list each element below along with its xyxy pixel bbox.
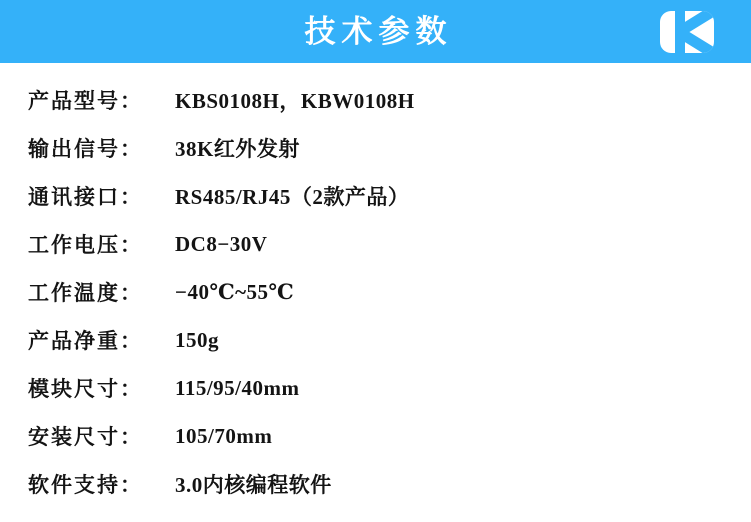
spec-row bbox=[28, 268, 731, 316]
spec-row bbox=[28, 412, 731, 460]
spec-value: 3.0内核编程软件 bbox=[175, 473, 332, 497]
k-logo-icon bbox=[660, 11, 714, 53]
spec-value: KBS0108H，KBW0108H bbox=[175, 89, 415, 113]
page-title: 技术参数 bbox=[304, 14, 453, 49]
spec-label: 模块尺寸： bbox=[28, 377, 143, 401]
spec-value: −40℃~55℃ bbox=[175, 280, 295, 304]
spec-label: 产品型号： bbox=[28, 89, 143, 113]
spec-value: DC8−30V bbox=[175, 231, 268, 256]
spec-value: 105/70mm bbox=[175, 423, 273, 448]
spec-value: 38K红外发射 bbox=[175, 137, 300, 161]
spec-label: 安装尺寸： bbox=[28, 425, 143, 449]
spec-label: 通讯接口： bbox=[28, 185, 143, 209]
spec-row bbox=[28, 172, 731, 220]
spec-row bbox=[28, 364, 731, 412]
header-bar bbox=[0, 0, 751, 63]
spec-label: 产品净重： bbox=[28, 329, 143, 353]
spec-label: 工作温度： bbox=[28, 281, 143, 305]
spec-value: RS485/RJ45（2款产品） bbox=[175, 185, 410, 209]
spec-row bbox=[28, 460, 731, 508]
spec-row bbox=[28, 76, 731, 124]
spec-row bbox=[28, 316, 731, 364]
spec-list bbox=[28, 76, 731, 508]
spec-label: 软件支持： bbox=[28, 473, 143, 497]
spec-label: 工作电压： bbox=[28, 233, 143, 257]
spec-row bbox=[28, 124, 731, 172]
spec-row bbox=[28, 220, 731, 268]
spec-label: 输出信号： bbox=[28, 137, 143, 161]
spec-value: 150g bbox=[175, 327, 219, 352]
spec-value: 115/95/40mm bbox=[175, 375, 300, 400]
